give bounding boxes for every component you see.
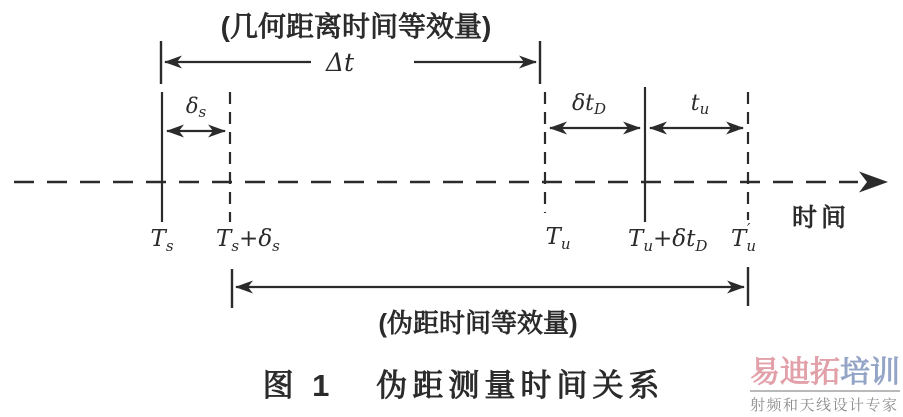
watermark-brand-secondary: 培训 [840,355,900,389]
watermark-tagline: 射频和天线设计专家 [750,397,899,414]
figure-title: 伪距测量时间关系 [376,368,665,403]
figure-number: 图 1 [262,368,335,403]
watermark-brand [750,357,900,393]
label-tu: $T_u$ [545,224,571,253]
time-axis-label: 时间 [792,204,851,232]
label-tu-prime: $T_u'$ [731,220,757,255]
pseudorange-span-label: (伪距时间等效量) [378,308,578,338]
delta-s-label: δs [185,94,207,121]
watermark-logo [750,357,900,416]
label-ts: $T_s$ [150,226,174,255]
label-ts-plus-ds: $T_s+\delta_s$ [216,226,280,255]
tu-span-label: tu [690,91,710,118]
label-tu-plus-dtd: $T_u+\delta t_D$ [628,226,708,255]
delta-td-label: δtD [571,91,607,118]
watermark-brand-primary: 易迪拓 [750,355,840,389]
delta-t-label: Δt [325,48,355,77]
time-axis-arrowhead-icon [859,172,888,193]
geometric-distance-span-label: (几何距离时间等效量) [220,11,492,42]
